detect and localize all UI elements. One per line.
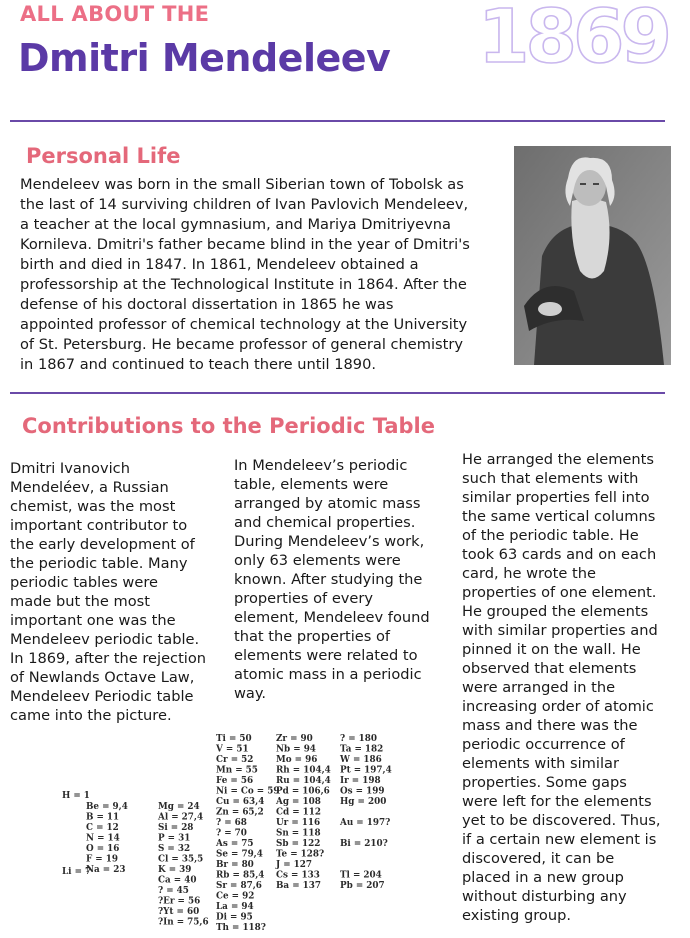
mendeleev-table-figure xyxy=(60,728,404,933)
text-line: elements were related to xyxy=(234,647,418,664)
element-entry: Si = 28 xyxy=(158,823,194,833)
element-entry: K = 39 xyxy=(158,865,192,875)
element-entry: Ur = 116 xyxy=(276,818,321,828)
text-line: of St. Petersburg. He became professor of general chemistry xyxy=(20,336,464,353)
element-entry: Mo = 96 xyxy=(276,755,318,765)
text-line: the same vertical columns xyxy=(462,508,656,525)
contributions-heading: Contributions to the Periodic Table xyxy=(22,414,435,438)
text-line: mass and there was the xyxy=(462,717,638,734)
element-entry: B = 11 xyxy=(86,812,120,823)
text-line: card, he wrote the xyxy=(462,565,596,582)
element-entry: ?In = 75,6 xyxy=(158,917,209,928)
element-entry: Cu = 63,4 xyxy=(216,797,265,807)
text-line: He arranged the elements xyxy=(462,451,654,468)
text-line: came into the picture. xyxy=(10,707,172,724)
text-line: atomic mass in a periodic xyxy=(234,666,422,683)
element-entry: Ca = 40 xyxy=(158,875,197,886)
element-entry: Rb = 85,4 xyxy=(216,870,265,881)
element-entry: Zr = 90 xyxy=(276,734,313,744)
portrait-photo xyxy=(514,146,671,365)
text-line: In Mendeleev’s periodic xyxy=(234,457,408,474)
element-entry: Cr = 52 xyxy=(216,755,254,765)
text-line: professorship at the Technological Institute in 1864. After the xyxy=(20,276,467,293)
element-entry: ? = 68 xyxy=(216,818,247,828)
element-entry: P = 31 xyxy=(158,833,191,844)
text-line: Mendeléev, a Russian xyxy=(10,479,169,496)
element-entry: N = 14 xyxy=(86,833,120,844)
element-entry: Ag = 108 xyxy=(276,797,321,807)
contributions-column-1 xyxy=(10,459,222,725)
element-entry: ? = 45 xyxy=(158,886,189,896)
text-line: He grouped the elements xyxy=(462,603,649,620)
text-line: Dmitri Ivanovich xyxy=(10,460,130,477)
text-line: the early development of xyxy=(10,536,195,553)
element-entry: Pb = 207 xyxy=(340,881,385,891)
element-entry: C = 12 xyxy=(86,823,119,833)
text-line: defense of his doctoral dissertation in 1865 he was xyxy=(20,296,394,313)
contributions-column-2 xyxy=(234,456,446,703)
page-title: Dmitri Mendeleev xyxy=(18,36,391,80)
text-line: important contributor to xyxy=(10,517,188,534)
contributions-column-3 xyxy=(462,450,674,925)
element-entry: La = 94 xyxy=(216,902,254,912)
element-entry: Cl = 35,5 xyxy=(158,854,204,865)
text-line: made but the most xyxy=(10,593,150,610)
element-entry: Ni = Co = 59 xyxy=(216,786,280,797)
text-line: placed in a new group xyxy=(462,869,624,886)
text-line: that the properties of xyxy=(234,628,391,645)
text-line: similar properties fell into xyxy=(462,489,650,506)
element-entry: Se = 79,4 xyxy=(216,849,263,860)
element-entry: J = 127 xyxy=(276,860,313,870)
element-entry: Rh = 104,4 xyxy=(276,765,331,776)
text-line: periodic occurrence of xyxy=(462,736,625,753)
text-line: way. xyxy=(234,685,267,702)
text-line: if a certain new element is xyxy=(462,831,657,848)
element-entry: Br = 80 xyxy=(216,860,254,870)
text-line: properties of one element. xyxy=(462,584,657,601)
mendeleev-table-svg xyxy=(60,728,404,933)
text-line: properties of every xyxy=(234,590,374,607)
year-outline: 1869 xyxy=(478,0,668,80)
text-line: discovered, it can be xyxy=(462,850,615,867)
element-entry: Mg = 24 xyxy=(158,802,200,812)
element-entry: Th = 118? xyxy=(216,923,266,933)
element-entry: Cs = 133 xyxy=(276,870,320,881)
element-entry: W = 186 xyxy=(340,755,382,765)
element-entry: Ta = 182 xyxy=(340,744,384,755)
element-entry: Ti = 50 xyxy=(216,734,252,744)
text-line: appointed professor of chemical technology at the University xyxy=(20,316,468,333)
text-line: properties. Some gaps xyxy=(462,774,627,791)
text-line: in 1867 and continued to teach there until 1890. xyxy=(20,356,377,373)
element-entry: ?Er = 56 xyxy=(158,896,201,907)
element-entry: S = 32 xyxy=(158,844,191,854)
divider-middle xyxy=(10,392,665,394)
text-line: During Mendeleev’s work, xyxy=(234,533,425,550)
element-entry: Sb = 122 xyxy=(276,839,321,849)
personal-life-heading: Personal Life xyxy=(26,144,181,168)
element-entry: Os = 199 xyxy=(340,786,385,797)
element-entry: Hg = 200 xyxy=(340,797,387,807)
text-line: existing group. xyxy=(462,907,571,924)
text-line: a teacher at the local gymnasium, and Mariya Dmitriyevna xyxy=(20,216,451,233)
element-entry: Na = 23 xyxy=(86,865,126,875)
element-entry: Ba = 137 xyxy=(276,881,321,891)
element-entry: Tl = 204 xyxy=(340,870,382,881)
text-line: and chemical properties. xyxy=(234,514,416,531)
text-line: observed that elements xyxy=(462,660,637,677)
element-entry: Zn = 65,2 xyxy=(216,807,264,818)
text-line: yet to be discovered. Thus, xyxy=(462,812,661,829)
text-line: birth and died in 1847. In 1861, Mendeleev obtained a xyxy=(20,256,419,273)
kicker-text: ALL ABOUT THE xyxy=(20,2,210,26)
text-line: In 1869, after the rejection xyxy=(10,650,207,667)
text-line: Mendeleev periodic table. xyxy=(10,631,200,648)
element-entry: Mn = 55 xyxy=(216,765,258,776)
element-entry: Ir = 198 xyxy=(340,776,381,786)
element-entry: Au = 197? xyxy=(340,818,391,828)
text-line: known. After studying the xyxy=(234,571,423,588)
element-entry: Al = 27,4 xyxy=(158,812,204,823)
text-line: the periodic table. Many xyxy=(10,555,188,572)
text-line: increasing order of atomic xyxy=(462,698,654,715)
divider-top xyxy=(10,120,665,122)
text-line: of the periodic table. He xyxy=(462,527,639,544)
text-line: Mendeleev was born in the small Siberian town of Tobolsk as xyxy=(20,176,464,193)
text-line: elements with similar xyxy=(462,755,619,772)
text-line: chemist, was the most xyxy=(10,498,176,515)
element-entry: ? = 70 xyxy=(216,828,247,839)
element-entry: Pt = 197,4 xyxy=(340,765,392,776)
text-line: were arranged in the xyxy=(462,679,616,696)
text-line: without disturbing any xyxy=(462,888,627,905)
text-line: of Newlands Octave Law, xyxy=(10,669,195,686)
element-entry: Di = 95 xyxy=(216,912,253,923)
element-entry: Ce = 92 xyxy=(216,891,255,902)
element-entry: ? = 180 xyxy=(340,734,378,744)
text-line: such that elements with xyxy=(462,470,639,487)
element-entry: Ru = 104,4 xyxy=(276,776,331,786)
text-line: important one was the xyxy=(10,612,176,629)
element-entry: F = 19 xyxy=(86,854,118,865)
text-line: pinned it on the wall. He xyxy=(462,641,641,658)
element-entry: As = 75 xyxy=(216,839,254,849)
text-line: took 63 cards and on each xyxy=(462,546,657,563)
text-line: arranged by atomic mass xyxy=(234,495,421,512)
element-entry: Te = 128? xyxy=(276,849,325,860)
element-entry: Pd = 106,6 xyxy=(276,786,330,797)
text-line: table, elements were xyxy=(234,476,389,493)
text-line: Kornileva. Dmitri's father became blind in the year of Dmitri's xyxy=(20,236,470,253)
text-line: with similar properties and xyxy=(462,622,658,639)
element-entry: V = 51 xyxy=(216,744,249,755)
element-entry: Li = 7 xyxy=(62,867,92,877)
text-line: Mendeleev Periodic table xyxy=(10,688,194,705)
element-entry: Sn = 118 xyxy=(276,828,321,839)
text-line: were left for the elements xyxy=(462,793,652,810)
element-entry: Bi = 210? xyxy=(340,839,388,849)
element-entry: O = 16 xyxy=(86,844,120,854)
text-line: element, Mendeleev found xyxy=(234,609,430,626)
text-line: periodic tables were xyxy=(10,574,158,591)
element-entry: Cd = 112 xyxy=(276,807,322,818)
element-entry: Be = 9,4 xyxy=(86,802,128,812)
element-entry: H = 1 xyxy=(62,791,90,801)
text-line: only 63 elements were xyxy=(234,552,401,569)
portrait-illustration xyxy=(514,146,671,365)
element-entry: Fe = 56 xyxy=(216,776,254,786)
element-entry: Sr = 87,6 xyxy=(216,881,262,891)
element-entry: ?Yt = 60 xyxy=(158,907,200,917)
personal-life-text xyxy=(20,175,500,375)
element-entry: Nb = 94 xyxy=(276,744,316,755)
text-line: the last of 14 surviving children of Ivan Pavlovich Mendeleev, xyxy=(20,196,469,213)
